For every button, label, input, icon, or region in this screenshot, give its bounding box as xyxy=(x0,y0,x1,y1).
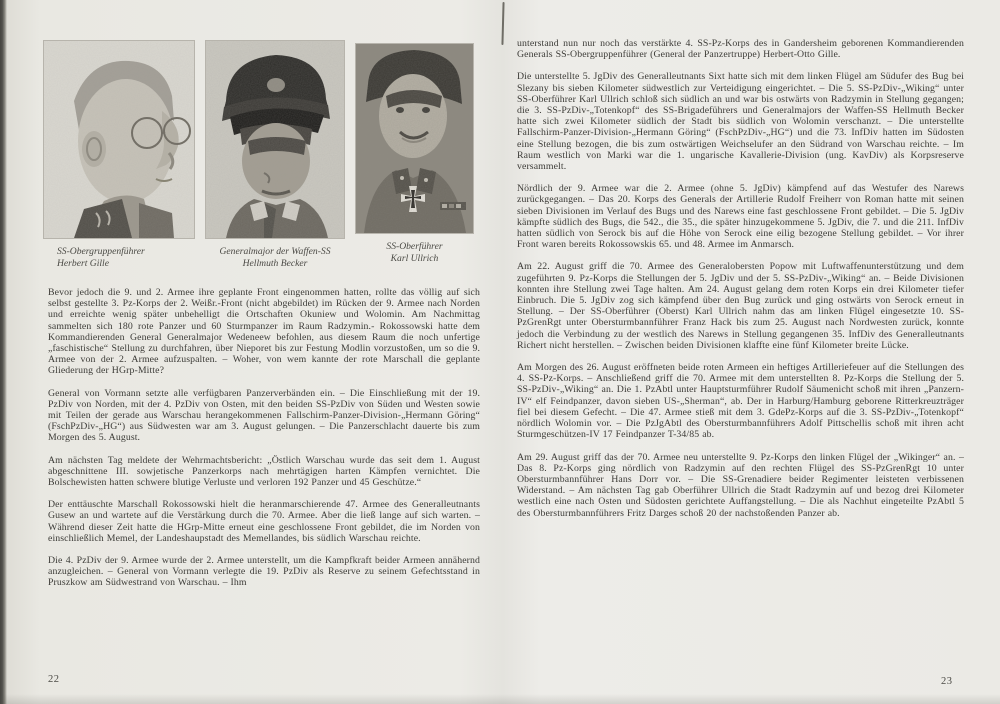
paragraph: Am 29. August griff das der 70. Armee neu unterstellte 9. Pz-Korps den linken Flügel der „Wikinger“ an. – Das 8. Pz-Korps ging nördlich von Radzymin auf den rechten Flügel des SS-PzGrenRgt 10 unter Obersturmbannführer Hans Dorr vor. – Die SS-Grenadiere beider Regimenter leisteten verbissenen Widerstand. – Am nächsten Tag gab Oberführer Ullrich die Stadt Radzymin auf und bezog drei Kilometer westlich eine nach Osten und Südosten gerichtete Auffangstellung. – Die als Nachhut eingeteilte PzAbtl 5 des Obersturmbannführers Fritz Darges schoß 20 der nachstoßenden Panzer ab. xyxy=(517,451,964,519)
left-page xyxy=(48,40,480,600)
paragraph: Nördlich der 9. Armee war die 2. Armee (ohne 5. JgDiv) kämpfend auf das Westufer des Narews zurückgegangen. – Das 20. Korps des Generals der Artillerie Rudolf Freiherr von Roman hatte mit seinen sieben Divisionen im Verlauf des Bugs und des Narews eine fast geschlossene Front gebildet. – Die 5. JgDiv kämpfte südlich des Bugs, die 542., die 35., die später hinzugekommene 5. JgDiv, die 7. und die 211. InfDiv hatten südlich von Serock bis auf die Höhe von Serock eine eilig bezogene Stellung gebildet. – Vor ihrer Front waren bereits Rokossowskis 65. und 48. Armee im Anmarsch. xyxy=(517,183,964,251)
scan-bottom-shadow xyxy=(0,694,1000,704)
page-number-right: 23 xyxy=(941,676,953,687)
caption-name: Karl Ullrich xyxy=(390,253,439,264)
paragraph: Der enttäuschte Marschall Rokossowski hielt die heranmarschierende 47. Armee des Generalleutnants Gusew an und wartete auf die Verstärkung durch die 70. Armee. Aber die ließ lange auf sich warten. – Während dieser Zeit hatte die HGrp-Mitte erneut eine geschlossene Front gebildet, die im Norden von einschließlich Memel, der Landeshaupstadt des Memellandes, bis südlich Warschau reichte. xyxy=(48,499,480,544)
paragraph: Bevor jedoch die 9. und 2. Armee ihre geplante Front eingenommen hatten, rollte das völlig auf sich selbst gestellte 3. Pz-Korps der 2. Weißr.-Front (nicht abgebildet) im Rücken der 9. Armee nach Norden und erreichte wenig später unbehelligt die Ortschaften Okuniew und Wolomin. Am Nachmittag sammelten sich 180 rote Panzer und 60 Sturmpanzer im Raum Radzymin.- Rokossowski hatte dem Kommandierenden General Generalmajor Wedeneew befohlen, aus diesem Raum die noch unfertige „faschistische“ Stellung zu durchfahren, über Nieporet bis zur Festung Modlin vorzustoßen, um so die 9. Armee von der 2. Armee aufzuspalten. – Woher, von wem kannte der rote Marschall die geplante Gliederung der HGrp-Mitte? xyxy=(48,287,480,377)
caption-becker xyxy=(205,246,345,270)
caption-name: Herbert Gille xyxy=(57,258,109,269)
paragraph: Die unterstellte 5. JgDiv des Generalleutnants Sixt hatte sich mit dem linken Flügel am Südufer des Bug bei Slezany bis sieben Kilometer südwestlich zur Verteidigung eingerichtet. – Die 5. SS-PzDiv-„Wiking“ unter SS-Oberführer Karl Ullrich schloß sich südlich an und war bis ostwärts von Radzymin in Stellung gegangen; die 3. SS-PzDiv-„Totenkopf“ des SS-Brigadeführers und Generalmajors der Waffen-SS Hellmuth Becker hatte sich zwei Kilometer südlich der Stadt bis südlich von Wolomin verschanzt. – Die unterstellte Fallschirm-Panzer-Division-„Hermann Göring“ (FschPzDiv-„HG“) und die 73. InfDiv hatten im Südosten eine Stellung bezogen, die bis zum ostwärtigen Weichselufer an den Südrand von Warschau reichte. – Im Raum westlich von Marki war die 1. ungarische Kavallerie-Division (ung. KavDiv) als Korpsreserve versammelt. xyxy=(517,71,964,173)
caption-name: Hellmuth Becker xyxy=(242,258,308,269)
photo-strip xyxy=(43,40,480,270)
figure-karl-ullrich xyxy=(355,43,474,265)
paragraph: unterstand nun nur noch das verstärkte 4. SS-Pz-Korps des in Gandersheim geborenen Kommandierenden Generals SS-Obergruppenführer (General der Panzertruppe) Herbert-Otto Gille. xyxy=(517,38,964,61)
portrait-photo-gille xyxy=(43,40,195,239)
figure-herbert-gille xyxy=(43,40,195,270)
paragraph: Die 4. PzDiv der 9. Armee wurde der 2. Armee unterstellt, um die Kampfkraft beider Armeen annähernd anzugleichen. – General von Vormann verlegte die 19. PzDiv als Reserve zu seinem Gefechtsstand in Pruszkow am Südwestrand von Warschau. – Ihm xyxy=(48,555,480,589)
caption-rank: SS-Obergruppenführer xyxy=(57,246,145,257)
right-page-text xyxy=(517,38,964,519)
scan-edge-shadow xyxy=(0,0,7,704)
figure-hellmuth-becker xyxy=(205,40,345,270)
page-number-left: 22 xyxy=(48,674,60,685)
binding-crease xyxy=(501,2,504,45)
caption-gille xyxy=(43,246,195,270)
paragraph: General von Vormann setzte alle verfügbaren Panzerverbänden ein. – Die Einschließung mit der 19. PzDiv von Norden, mit der 4. PzDiv von Osten, mit den beiden SS-PzDiv von Süden und Westen sowie mit Teilen der gerade aus Warschau herangekommenen Fallschirm-Panzer-Division-„Hermann Göring“ (FschPzDiv-„HG“) aus Südwesten war am 3. August gelungen. – Die Panzerschlacht dauerte bis zum Morgen des 5. August. xyxy=(48,387,480,444)
right-page xyxy=(517,38,964,530)
paragraph: Am Morgen des 26. August eröffneten beide roten Armeen ein heftiges Artilleriefeuer auf die Stellungen des 4. SS-Pz-Korps. – Anschließend griff die 70. Armee mit dem unterstellten 8. Pz-Korps die Stellung der 5. SS-PzDiv-„Wiking“ an. Die 1. PzAbtl unter Hauptsturmführer Rudolf Säumenicht schoß mit ihren „Panzern-IV“ elf Feindpanzer, davon sieben US-„Sherman“, ab. Der in Harburg/Hamburg geborene Ritterkreuzträger fiel bei diesem Gefecht. – Die 47. Armee stieß mit dem 3. GdePz-Korps auf die 3. SS-PzDiv-„Totenkopf“ nördlich Wolomin vor. – Die PzJgAbtl des Obersturmbannführers Adolf Pittschellis schoß mit ihren acht Sturmgeschützen-IV 17 Feindpanzer T-34/85 ab. xyxy=(517,362,964,441)
portrait-photo-ullrich xyxy=(355,43,474,234)
caption-rank: SS-Oberführer xyxy=(386,241,443,252)
caption-rank: Generalmajor der Waffen-SS xyxy=(219,246,331,257)
paragraph: Am 22. August griff die 70. Armee des Generalobersten Popow mit Luftwaffenunterstützung und dem zugeführten 9. Pz-Korps die Stellungen der 5. JgDiv und der 5. SS-PzDiv-„Wiking“ an. – Beide Divisionen konnten ihre Stellung zwei Tage halten. Am 24. August gelang dem roten Korps ein drei Kilometer tiefer Einbruch. Die 5. JgDiv zog sich kämpfend über den Bug zurück und ging ostwärts von Serock erneut in Stellung. – Der SS-Oberführer (Oberst) Karl Ullrich nahm das am linken Flügel eingesetzte 10. SS-PzGrenRgt unter Obersturmbannführer Franz Hack bis zum 25. August nach Nordwesten zurück, konnte jedoch die Verbindung zu der westlich des Narews in Stellung gegangenen 35. InfDiv des Generalleutnants Richert nicht herstellen. – Zwischen beiden Divisionen klaffte eine fünf Kilometer breite Lücke. xyxy=(517,261,964,351)
portrait-photo-becker xyxy=(205,40,345,239)
paragraph: Am nächsten Tag meldete der Wehrmachtsbericht: „Östlich Warschau wurde das seit dem 1. August abgeschnittene III. sowjetische Panzerkorps nach mehrtägigen harten Kämpfen vernichtet. Die Bolschewisten hatten schwere blutige Verluste und verloren 192 Panzer und 45 Geschütze.“ xyxy=(48,454,480,489)
left-page-text xyxy=(48,287,480,589)
caption-ullrich xyxy=(355,241,474,265)
